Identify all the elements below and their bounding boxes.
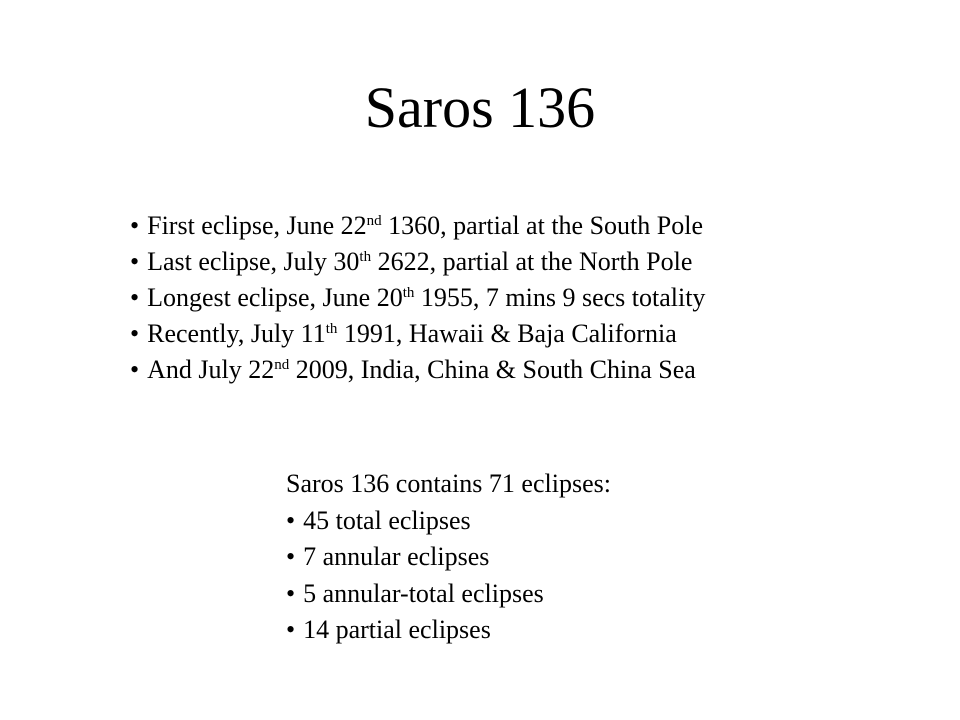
summary-item-text: 14 partial eclipses <box>303 615 491 644</box>
fact-item <box>130 244 705 280</box>
summary-item <box>286 576 611 613</box>
fact-text: Last eclipse, July 30 <box>147 247 360 276</box>
fact-text: First eclipse, June 22 <box>147 211 367 240</box>
summary-item-text: 45 total eclipses <box>303 505 471 535</box>
fact-text: 1991, Hawaii & Baja California <box>337 319 677 348</box>
fact-text: 2622, partial at the North Pole <box>371 247 693 276</box>
summary-list <box>286 503 611 649</box>
summary-intro: Saros 136 contains 71 eclipses: <box>286 469 611 498</box>
bullet-icon: • <box>286 578 296 608</box>
bullet-icon: • <box>130 283 140 312</box>
fact-item <box>130 352 705 388</box>
summary-item <box>286 503 611 540</box>
fact-text: 1360, partial at the South Pole <box>381 211 703 240</box>
bullet-icon: • <box>286 505 296 535</box>
ordinal-suffix: nd <box>274 357 290 373</box>
bullet-icon: • <box>286 542 296 571</box>
ordinal-suffix: th <box>402 285 415 301</box>
summary-item-text: 7 annular eclipses <box>303 542 490 571</box>
bullet-icon: • <box>130 319 140 348</box>
bullet-icon: • <box>286 615 296 644</box>
fact-text: And July 22 <box>147 355 275 384</box>
summary-item-text: 5 annular-total eclipses <box>303 578 544 608</box>
slide-title: Saros 136 <box>364 75 596 140</box>
eclipse-summary <box>286 466 611 649</box>
fact-item <box>130 316 705 352</box>
fact-text: 2009, India, China & South China Sea <box>289 355 696 384</box>
ordinal-suffix: th <box>359 249 372 265</box>
ordinal-suffix: nd <box>366 213 382 229</box>
bullet-icon: • <box>130 355 140 384</box>
fact-text: Recently, July 11 <box>147 319 326 348</box>
fact-text: Longest eclipse, June 20 <box>147 283 403 312</box>
fact-item <box>130 280 705 316</box>
summary-item <box>286 539 611 576</box>
summary-item <box>286 612 611 649</box>
fact-text: 1955, 7 mins 9 secs totality <box>414 283 706 312</box>
ordinal-suffix: th <box>325 321 338 337</box>
bullet-icon: • <box>130 211 140 240</box>
fact-item <box>130 208 705 244</box>
facts-list <box>130 208 705 388</box>
bullet-icon: • <box>130 247 140 276</box>
